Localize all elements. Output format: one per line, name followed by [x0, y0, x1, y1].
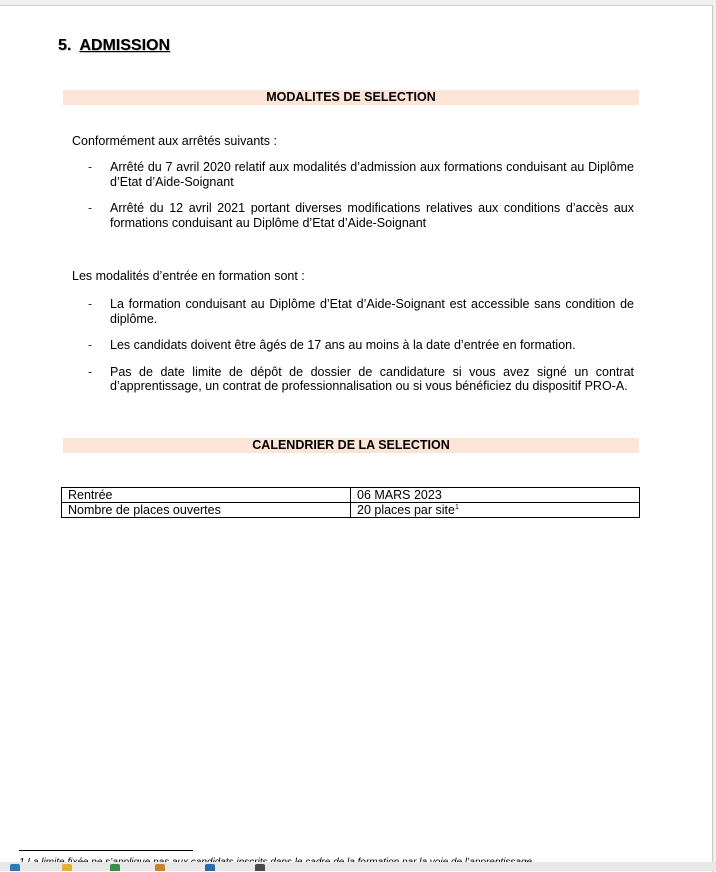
app-icon[interactable]	[155, 864, 165, 871]
list-item	[72, 160, 634, 189]
table-row	[62, 503, 640, 518]
dash-bullet: -	[88, 338, 93, 352]
table-cell-label: Rentrée	[62, 488, 351, 503]
list-item-text: Pas de date limite de dépôt de dossier de candidature si vous avez signé un contrat d’apprentissage, un contrat de professionnalisation ou si vous bénéficiez du dispositif PRO-A.	[110, 364, 634, 393]
calendar-table	[61, 487, 640, 518]
list-item	[72, 201, 634, 230]
footnote-reference[interactable]: 1	[454, 504, 459, 511]
section-title: ADMISSION	[79, 37, 171, 54]
taskbar-strip	[0, 862, 716, 871]
app-icon[interactable]	[110, 864, 120, 871]
intro-text: Conformément aux arrêtés suivants :	[72, 134, 277, 148]
app-icon[interactable]	[10, 864, 20, 871]
section-heading	[58, 37, 170, 55]
dash-bullet: -	[88, 201, 93, 215]
list-item-text: Arrêté du 7 avril 2020 relatif aux modalités d’admission aux formations conduisant au Diplôme d’Etat d’Aide-Soignant	[110, 160, 634, 189]
table-cell-value	[351, 503, 640, 518]
calendar-header-band: CALENDRIER DE LA SELECTION	[63, 438, 639, 453]
dash-bullet: -	[88, 160, 93, 174]
footnote-separator	[19, 850, 193, 851]
app-icon[interactable]	[205, 864, 215, 871]
table-cell-label: Nombre de places ouvertes	[62, 503, 351, 518]
table-row	[62, 488, 640, 503]
list-item	[72, 297, 634, 326]
selection-header-band: MODALITES DE SELECTION	[63, 90, 639, 105]
list-item-text: Les candidats doivent être âgés de 17 ans au moins à la date d’entrée en formation.	[110, 338, 576, 352]
app-icon[interactable]	[255, 864, 265, 871]
modalites-intro-text: Les modalités d’entrée en formation sont :	[72, 269, 305, 283]
section-number: 5.	[58, 37, 72, 54]
list-item-text: La formation conduisant au Diplôme d’Etat d’Aide-Soignant est accessible sans condition de diplôme.	[110, 297, 634, 326]
table-cell-value	[351, 488, 640, 503]
dash-bullet: -	[88, 297, 93, 311]
cell-value-text: 20 places par site	[357, 503, 455, 517]
list-item-text: Arrêté du 12 avril 2021 portant diverses modifications relatives aux conditions d’accès aux formations conduisant au Diplôme d’Etat d’Aide-Soignant	[110, 201, 634, 230]
document-page	[0, 5, 713, 872]
dash-bullet: -	[88, 364, 93, 379]
folder-icon[interactable]	[62, 864, 72, 871]
list-item	[72, 338, 634, 353]
arretes-list	[72, 160, 634, 242]
cell-value-text: 06 MARS 2023	[357, 488, 442, 502]
modalites-list	[72, 297, 634, 406]
list-item	[72, 365, 634, 394]
